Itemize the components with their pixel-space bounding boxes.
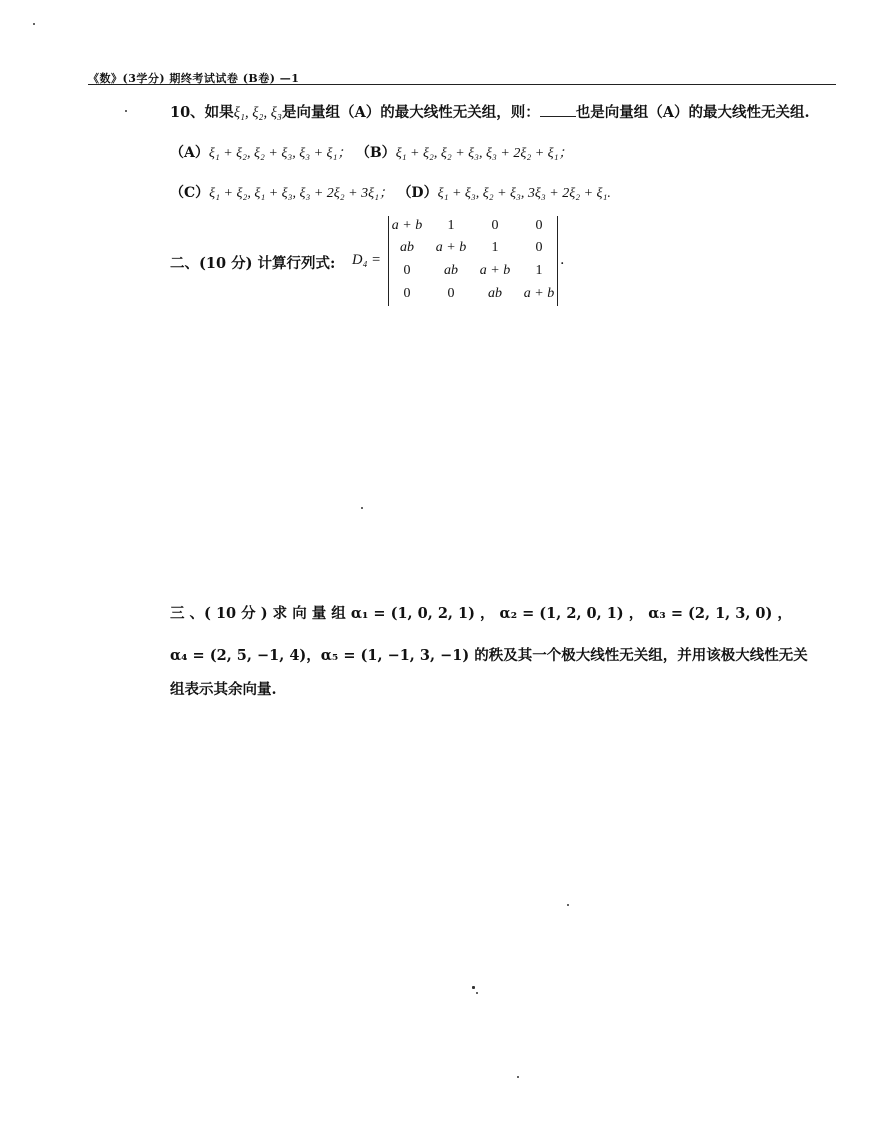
matrix-cell: 1 [491,240,499,255]
scan-speck [567,904,569,906]
matrix-cell: 1 [447,218,455,233]
determinant-matrix [388,216,558,306]
options-line-2 [170,182,611,202]
options-line-1 [170,142,573,162]
option-c-expr: ξ₁ + ξ₂, ξ₁ + ξ₃, ξ₃ + 2ξ₂ + 3ξ₁； [209,186,393,201]
matrix-cell: a + b [391,218,423,233]
matrix-cell: 0 [535,240,543,255]
matrix-cell: ab [400,240,414,255]
matrix-cell: ab [488,286,502,301]
matrix-cell: 0 [447,286,455,301]
matrix-cell: 0 [403,263,411,278]
option-c-tag: （C） [170,185,210,201]
question-10 [170,101,810,122]
matrix-cell: 0 [491,218,499,233]
determinant-end-period: . [560,252,565,268]
q10-tail: 也是向量组（A）的最大线性无关组. [575,104,810,121]
scan-speck [517,1076,519,1078]
scan-speck [361,507,363,509]
q10-mid: 是向量组（A）的最大线性无关组，则： [281,104,540,121]
page-header: 《数》(3学分) 期终考试试卷 (B卷) —1 [88,72,300,85]
matrix-cell: 0 [403,286,411,301]
q10-vectors: ξ₁, ξ₂, ξ₃ [233,105,282,121]
option-d-tag: （D） [397,185,438,201]
scan-speck [125,110,127,112]
option-b-expr: ξ₁ + ξ₂, ξ₂ + ξ₃, ξ₃ + 2ξ₂ + ξ₁； [395,146,573,161]
section-3-line-3: 组表示其余向量. [170,681,277,698]
header-rule [88,84,836,85]
scan-speck [33,23,35,25]
scan-speck [476,992,478,994]
q10-lead: 10、如果 [170,104,234,121]
answer-blank [540,104,576,117]
option-b-tag: （B） [355,145,396,161]
option-d-expr: ξ₁ + ξ₃, ξ₂ + ξ₃, 3ξ₃ + 2ξ₂ + ξ₁. [437,186,611,201]
section-2-title: 二、(10 分) 计算行列式: [170,255,336,272]
determinant-lhs: D₄ = [352,252,381,268]
section-3-line-2: α₄ = (2, 5, −1, 4)，α₅ = (1, −1, 3, −1) 的秩及其一个极大线性无关组，并用该极大线性无关 [170,647,808,664]
matrix-cell: a + b [479,263,511,278]
matrix-cell: ab [444,263,458,278]
section-3-line-1: 三 、( 10 分 ) 求 向 量 组 α₁ = (1, 0, 2, 1) ， α₂ = (1, 2, 0, 1) ， α₃ = (2, 1, 3, 0) ， [170,605,792,622]
matrix-cell: 0 [535,218,543,233]
option-a-tag: （A） [170,145,209,161]
scan-speck [472,986,475,989]
matrix-cell: a + b [435,240,467,255]
matrix-cell: a + b [523,286,555,301]
matrix-cell: 1 [535,263,543,278]
option-a-expr: ξ₁ + ξ₂, ξ₂ + ξ₃, ξ₃ + ξ₁； [208,146,352,161]
